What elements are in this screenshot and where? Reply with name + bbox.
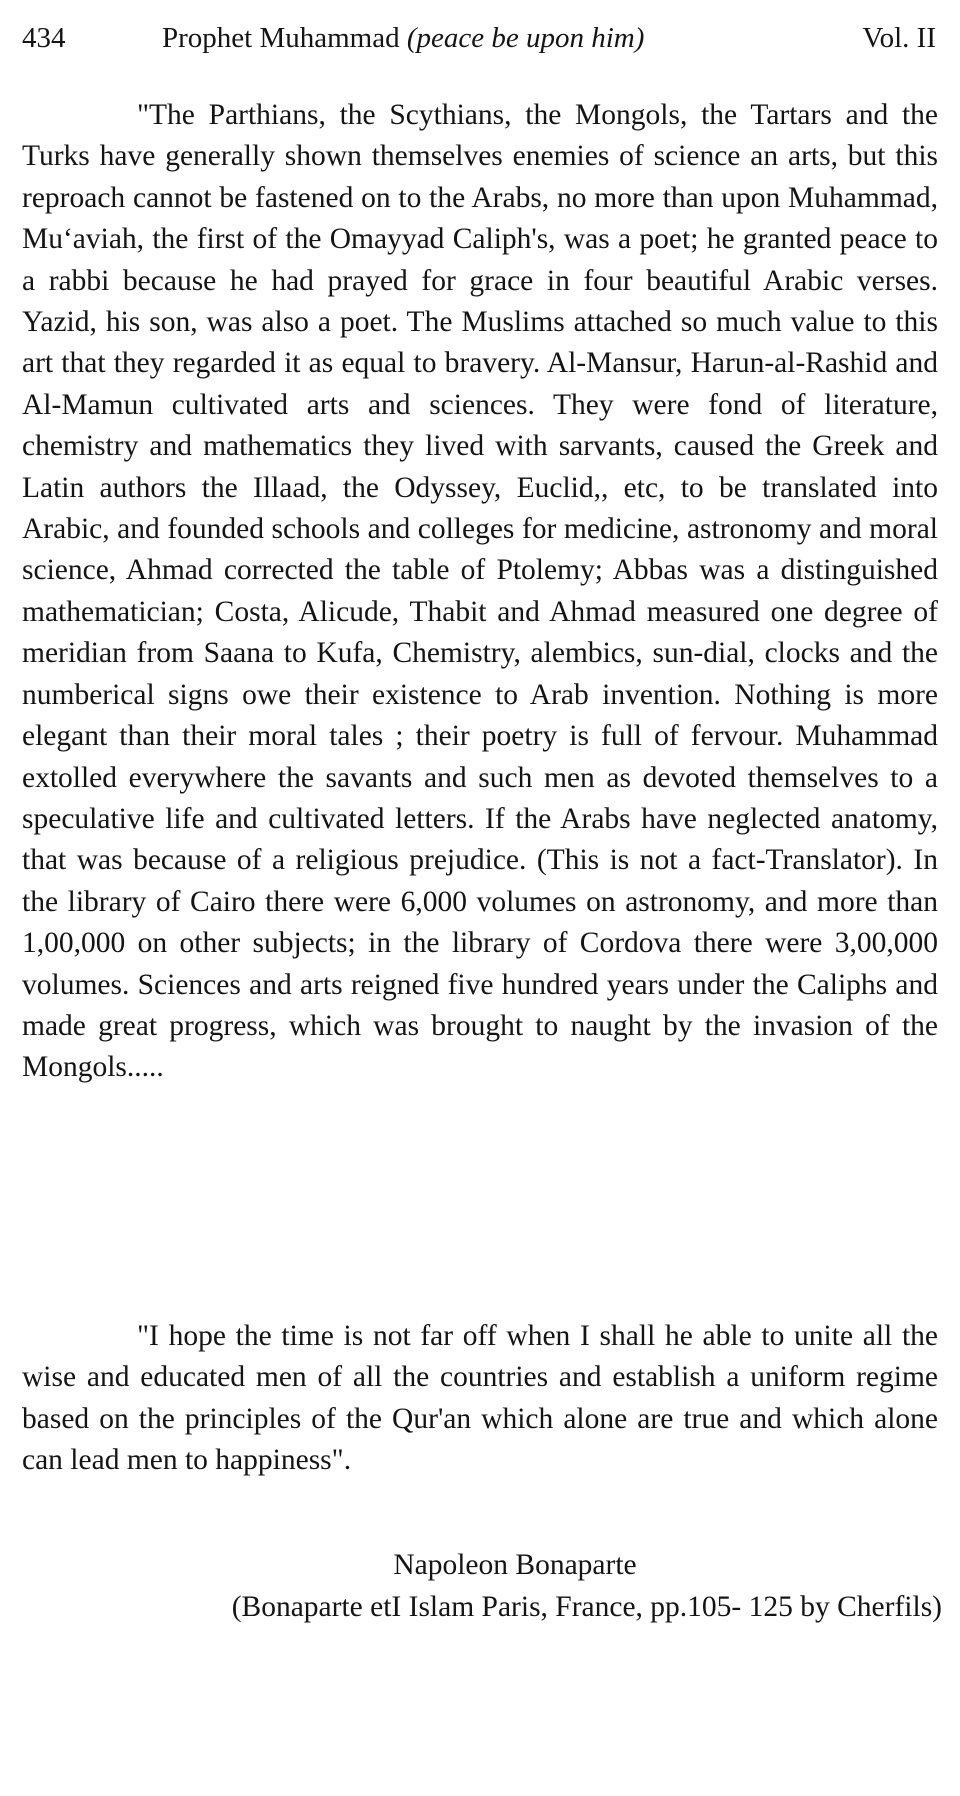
running-header: [22, 18, 938, 58]
running-title: [162, 18, 644, 58]
title-main: Prophet Muhammad: [162, 22, 400, 54]
signature-source: (Bonaparte etI Islam Paris, France, pp.105- 125 by Cherfils): [231, 1591, 942, 1623]
quote-paragraph-1: "The Parthians, the Scythians, the Mongols, the Tartars and the Turks have generally shown themselves enemies of science an arts, but this reproach cannot be fastened on to the Arabs, no more than upon Muhammad, Mu‘aviah, the first of the Omayyad Caliph's, was a poet; he granted peace to a rabbi because he had prayed for grace in four beautiful Arabic verses. Yazid, his son, was also a poet. The Muslims attached so much value to this art that they regarded it as equal to bravery. Al-Mansur, Harun-al-Rashid and Al-Mamun cultivated arts and sciences. They were fond of literature, chemistry and mathematics they lived with sarvants, caused the Greek and Latin authors the Illaad, the Odyssey, Euclid,, etc, to be translated into Arabic, and founded schools and colleges for medicine, astronomy and moral science, Ahmad corrected the table of Ptolemy; Abbas was a distinguished mathematician; Costa, Alicude, Thabit and Ahmad measured one degree of meridian from Saana to Kufa, Chemistry, alembics, sun-dial, clocks and the numberical signs owe their existence to Arab invention. Nothing is more elegant than their moral tales ; their poetry is full of fervour. Muhammad extolled everywhere the savants and such men as devoted themselves to a speculative life and cultivated letters. If the Arabs have neglected anatomy, that was because of a religious prejudice. (This is not a fact-Translator). In the library of Cairo there were 6,000 volumes on astronomy, and more than 1,00,000 on other subjects; in the library of Cordova there were 3,00,000 volumes. Sciences and arts reigned five hundred years under the Caliphs and made great progress, which was brought to naught by the invasion of the Mongols.....: [22, 99, 938, 1084]
signature-name: Napoleon Bonaparte: [393, 1549, 637, 1581]
page-number: 434: [22, 22, 66, 54]
quote-paragraph-2: "I hope the time is not far off when I shall he able to unite all the wise and educated men of all the countries and establish a uniform regime based on the principles of the Qur'an which alone are true and which alone can lead men to happiness".: [22, 1320, 938, 1477]
volume-label: Vol. II: [862, 22, 936, 54]
title-italic: (peace be upon him): [406, 22, 645, 54]
